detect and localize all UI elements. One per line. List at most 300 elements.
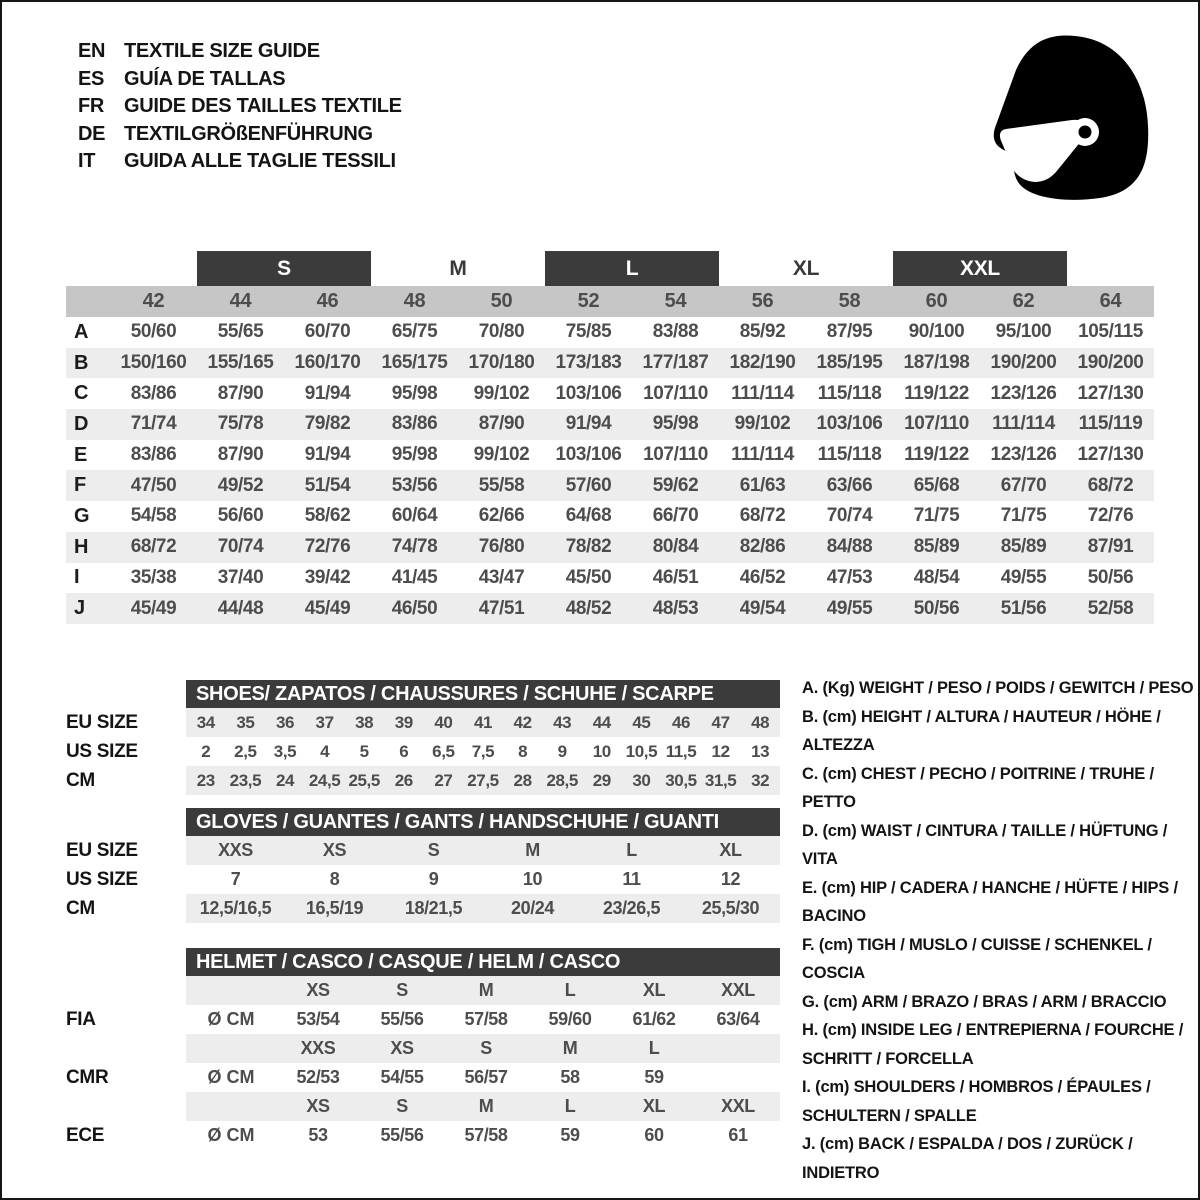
table-cell: 45 <box>632 712 651 732</box>
table-cell: 75/85 <box>565 321 612 343</box>
row-label <box>66 1092 186 1121</box>
table-cell: 150/160 <box>120 352 187 374</box>
table-cell: 70/80 <box>478 321 525 343</box>
row-label <box>66 976 186 1005</box>
table-cell: 30 <box>632 770 651 790</box>
table-cell: L <box>564 980 576 1000</box>
size-table-row <box>66 317 1154 348</box>
table-cell: 57/58 <box>464 1125 508 1145</box>
table-cell: 2,5 <box>234 741 257 761</box>
table-row <box>66 1063 780 1092</box>
table-cell: 45/49 <box>304 597 351 619</box>
table-cell: 111/114 <box>731 382 794 404</box>
row-letter: E <box>74 443 88 466</box>
table-cell: 45/49 <box>130 597 177 619</box>
shoes-title-bar: SHOES/ ZAPATOS / CHAUSSURES / SCHUHE / SCARPE <box>186 680 780 708</box>
table-cell: 177/187 <box>642 352 709 374</box>
table-cell: XS <box>306 980 330 1000</box>
table-cell: 2 <box>201 741 211 761</box>
language-code: EN <box>78 40 106 63</box>
table-cell: 160/170 <box>294 352 361 374</box>
legend-item: F. (cm) TIGH / MUSLO / CUISSE / SCHENKEL / COSCIA <box>802 935 1152 982</box>
legend-item: G. (cm) ARM / BRAZO / BRAS / ARM / BRACCIO <box>802 992 1167 1011</box>
table-cell: 173/183 <box>555 352 622 374</box>
row-cells <box>186 708 780 737</box>
table-cell: 44 <box>592 712 611 732</box>
row-cells <box>186 766 780 795</box>
row-letter: C <box>74 382 89 405</box>
size-column-header: 46 <box>316 290 339 312</box>
row-letter: I <box>74 566 80 589</box>
table-row <box>66 836 780 865</box>
table-cell: 46/50 <box>391 597 438 619</box>
table-cell: 57/58 <box>464 1009 508 1029</box>
table-cell: 80/84 <box>652 536 699 558</box>
table-cell: 37 <box>315 712 334 732</box>
table-cell: 46/52 <box>739 566 786 588</box>
row-cells <box>186 836 780 865</box>
size-column-header: 60 <box>925 290 948 312</box>
table-cell: 95/98 <box>652 413 699 435</box>
table-cell: 4 <box>320 741 330 761</box>
table-cell: 62/66 <box>478 505 525 527</box>
size-column-header: 64 <box>1099 290 1122 312</box>
gloves-title-bar: GLOVES / GUANTES / GANTS / HANDSCHUHE / GUANTI <box>186 808 780 836</box>
row-letter: F <box>74 474 87 497</box>
shoes-table <box>66 680 780 795</box>
table-cell: 10 <box>592 741 611 761</box>
table-cell: 119/122 <box>904 444 969 466</box>
language-code: ES <box>78 67 105 90</box>
size-table-row <box>66 532 1154 563</box>
table-cell: 51/54 <box>304 474 351 496</box>
table-cell: 87/90 <box>217 382 264 404</box>
table-cell: 7 <box>230 869 241 889</box>
table-cell: 85/92 <box>739 321 786 343</box>
table-cell: 25,5 <box>348 770 380 790</box>
size-group-header <box>66 251 1154 286</box>
table-cell: 28,5 <box>546 770 578 790</box>
table-cell: 61 <box>728 1125 748 1145</box>
table-cell: 99/102 <box>734 413 791 435</box>
table-row <box>66 1121 780 1150</box>
language-row <box>78 38 402 66</box>
table-cell: 84/88 <box>826 536 873 558</box>
helmet-title-bar: HELMET / CASCO / CASQUE / HELM / CASCO <box>186 948 780 976</box>
table-cell: 58 <box>560 1067 580 1087</box>
table-cell: 71/75 <box>913 505 960 527</box>
table-cell: 155/165 <box>207 352 274 374</box>
table-cell: 23 <box>196 770 215 790</box>
gloves-title-row <box>66 808 780 836</box>
table-cell: 44/48 <box>217 597 264 619</box>
table-cell: 53/56 <box>391 474 438 496</box>
table-cell: XS <box>322 840 347 860</box>
table-cell: 85/89 <box>1000 536 1047 558</box>
size-group-label: M <box>449 256 467 280</box>
language-code: FR <box>78 95 105 118</box>
language-row <box>78 121 402 149</box>
language-header <box>78 38 402 176</box>
table-cell: 58/62 <box>304 505 351 527</box>
table-cell: 52/53 <box>296 1067 340 1087</box>
table-cell: 91/94 <box>304 382 351 404</box>
table-row <box>66 894 780 923</box>
legend-item: A. (Kg) WEIGHT / PESO / POIDS / GEWITCH / PESO <box>802 679 1194 697</box>
table-cell: 61/62 <box>632 1009 676 1029</box>
page-title: GUIDE DES TAILLES TEXTILE <box>124 95 402 118</box>
row-cells <box>186 1005 780 1034</box>
table-cell: 78/82 <box>565 536 612 558</box>
table-cell: 30,5 <box>665 770 697 790</box>
row-letter: J <box>74 597 86 620</box>
table-cell: 83/88 <box>652 321 699 343</box>
table-cell: 12 <box>711 741 730 761</box>
size-table-row <box>66 440 1154 471</box>
table-row <box>66 1034 780 1063</box>
table-cell: 83/86 <box>130 444 177 466</box>
language-code: DE <box>78 122 106 145</box>
table-cell: 11,5 <box>665 741 697 761</box>
size-table-row <box>66 348 1154 379</box>
table-cell: 63/64 <box>716 1009 760 1029</box>
row-letter: H <box>74 535 89 558</box>
table-cell: 68/72 <box>1087 474 1134 496</box>
row-label: US SIZE <box>66 740 138 762</box>
table-cell: 83/86 <box>130 382 177 404</box>
table-cell: 90/100 <box>908 321 965 343</box>
legend-item: D. (cm) WAIST / CINTURA / TAILLE / HÜFTUNG / VITA <box>802 821 1168 868</box>
table-row <box>66 976 780 1005</box>
table-cell: 119/122 <box>904 382 969 404</box>
table-cell: 51/56 <box>1000 597 1047 619</box>
table-cell: 105/115 <box>1078 321 1143 343</box>
table-cell: 91/94 <box>565 413 612 435</box>
row-label: CM <box>66 769 95 791</box>
row-label: ECE <box>66 1124 105 1146</box>
table-cell: 95/98 <box>391 444 438 466</box>
table-cell: 24 <box>275 770 295 790</box>
table-row <box>66 708 780 737</box>
table-cell: 9 <box>428 869 439 889</box>
table-cell: 56/57 <box>464 1067 508 1087</box>
table-cell: L <box>648 1038 660 1058</box>
page-title: GUÍA DE TALLAS <box>124 67 286 90</box>
table-cell: 57/60 <box>565 474 612 496</box>
table-cell: 12,5/16,5 <box>199 898 272 918</box>
row-letter: A <box>74 320 89 343</box>
row-label: EU SIZE <box>66 839 138 861</box>
size-column-header: 56 <box>751 290 774 312</box>
legend-item: I. (cm) SHOULDERS / HOMBROS / ÉPAULES / SCHULTERN / SPALLE <box>802 1078 1151 1125</box>
row-letter: B <box>74 351 89 374</box>
table-cell: 60/70 <box>304 321 351 343</box>
table-cell: 60/64 <box>391 505 438 527</box>
table-cell: 68/72 <box>739 505 786 527</box>
table-cell: M <box>562 1038 578 1058</box>
row-cells <box>186 976 780 1005</box>
table-cell: 31,5 <box>704 770 737 790</box>
table-cell: 56/60 <box>217 505 264 527</box>
size-column-header: 44 <box>229 290 252 312</box>
measurement-legend <box>802 674 1200 1187</box>
table-cell: 47/50 <box>130 474 177 496</box>
table-cell: 47/51 <box>478 597 525 619</box>
size-column-header: 58 <box>838 290 861 312</box>
table-row <box>66 865 780 894</box>
table-cell: 107/110 <box>904 413 969 435</box>
table-cell: M <box>478 1096 494 1116</box>
table-cell: 107/110 <box>643 382 708 404</box>
unit-label: Ø CM <box>207 1125 255 1145</box>
size-group-label: XL <box>792 256 820 280</box>
table-cell: 87/90 <box>217 444 264 466</box>
table-cell: 50/56 <box>1087 566 1134 588</box>
table-cell: 59/62 <box>652 474 699 496</box>
table-cell: 29 <box>592 770 611 790</box>
table-cell: 7,5 <box>471 741 495 761</box>
size-table-row <box>66 409 1154 440</box>
table-cell: 3,5 <box>273 741 297 761</box>
table-cell: 50/56 <box>913 597 960 619</box>
table-cell: S <box>427 840 440 860</box>
table-cell: 49/54 <box>739 597 786 619</box>
row-label: US SIZE <box>66 868 138 890</box>
table-cell: 12 <box>720 869 741 889</box>
table-cell: 72/76 <box>1087 505 1134 527</box>
table-cell: 20/24 <box>510 898 555 918</box>
table-cell: 170/180 <box>468 352 535 374</box>
table-cell: 26 <box>394 770 413 790</box>
size-table-body <box>66 317 1154 624</box>
table-cell: 35 <box>236 712 255 732</box>
size-table-row <box>66 501 1154 532</box>
table-cell: 99/102 <box>473 444 530 466</box>
language-row <box>78 148 402 176</box>
table-cell: 32 <box>751 770 770 790</box>
legend-item: J. (cm) BACK / ESPALDA / DOS / ZURÜCK / INDIETRO <box>802 1135 1133 1182</box>
table-cell: 54/55 <box>380 1067 424 1087</box>
table-cell: XXL <box>721 980 755 1000</box>
table-cell: XXS <box>300 1038 336 1058</box>
helmet-title-row <box>66 948 780 976</box>
table-cell: 43/47 <box>478 566 525 588</box>
table-cell: 41/45 <box>391 566 438 588</box>
table-cell: 48/53 <box>652 597 699 619</box>
table-cell: 72/76 <box>304 536 351 558</box>
table-cell: XS <box>306 1096 330 1116</box>
table-cell: 190/200 <box>990 352 1057 374</box>
table-cell: L <box>626 840 637 860</box>
table-cell: 82/86 <box>739 536 786 558</box>
table-cell: 41 <box>473 712 493 732</box>
table-cell: 48/54 <box>913 566 960 588</box>
page-title: TEXTILE SIZE GUIDE <box>124 40 320 63</box>
table-cell: 40 <box>434 712 453 732</box>
table-cell: 27 <box>434 770 453 790</box>
table-cell: 9 <box>557 741 567 761</box>
table-cell: 55/56 <box>380 1125 424 1145</box>
table-cell: XXL <box>721 1096 755 1116</box>
size-group-label: S <box>197 251 371 286</box>
table-cell: 54/58 <box>130 505 177 527</box>
size-table-row <box>66 593 1154 624</box>
spacer <box>186 976 276 1005</box>
table-cell: 49/52 <box>217 474 264 496</box>
table-cell: 185/195 <box>816 352 883 374</box>
table-cell: 39/42 <box>304 566 351 588</box>
table-cell: 111/114 <box>731 444 794 466</box>
row-cells <box>186 1034 780 1063</box>
table-cell: 37/40 <box>217 566 264 588</box>
spacer <box>186 1034 276 1063</box>
table-cell: 165/175 <box>381 352 448 374</box>
table-cell: 64/68 <box>565 505 612 527</box>
table-cell: 71/74 <box>130 413 177 435</box>
unit-label: Ø CM <box>207 1009 255 1029</box>
table-cell: S <box>396 1096 408 1116</box>
table-cell: 107/110 <box>643 444 708 466</box>
table-cell: 23/26,5 <box>602 898 661 918</box>
table-cell: 87/95 <box>826 321 873 343</box>
textile-size-table <box>66 251 1154 624</box>
table-cell: 55/65 <box>217 321 264 343</box>
table-cell: 47 <box>711 712 730 732</box>
unit-label: Ø CM <box>207 1067 255 1087</box>
table-cell: 103/106 <box>555 444 622 466</box>
table-cell: 87/91 <box>1087 536 1134 558</box>
table-cell: 74/78 <box>391 536 438 558</box>
table-cell: 59/60 <box>548 1009 592 1029</box>
row-cells <box>186 865 780 894</box>
table-cell: 48/52 <box>565 597 612 619</box>
legend-item: B. (cm) HEIGHT / ALTURA / HAUTEUR / HÖHE / ALTEZZA <box>802 707 1161 754</box>
spacer <box>186 1092 276 1121</box>
table-cell: 46/51 <box>652 566 699 588</box>
row-cells <box>186 1063 780 1092</box>
size-number-band <box>66 286 1154 317</box>
table-cell: 115/119 <box>1078 413 1143 435</box>
table-cell: 18/21,5 <box>404 898 463 918</box>
table-cell: 103/106 <box>555 382 622 404</box>
table-cell: 16,5/19 <box>305 898 364 918</box>
table-cell: XS <box>390 1038 414 1058</box>
row-label: CMR <box>66 1066 109 1088</box>
table-cell: 27,5 <box>467 770 499 790</box>
table-cell: S <box>480 1038 492 1058</box>
table-row <box>66 737 780 766</box>
table-cell: 115/118 <box>817 382 882 404</box>
table-cell: 25,5/30 <box>701 898 760 918</box>
table-cell: 49/55 <box>826 597 873 619</box>
row-letter: G <box>74 504 90 527</box>
helmet-table <box>66 948 780 1150</box>
table-cell: M <box>525 840 540 860</box>
row-label: FIA <box>66 1008 96 1030</box>
table-cell: 55/56 <box>380 1009 424 1029</box>
table-cell: S <box>396 980 408 1000</box>
table-cell: 87/90 <box>478 413 525 435</box>
table-cell: 68/72 <box>130 536 177 558</box>
table-cell: 127/130 <box>1077 382 1144 404</box>
table-cell: 115/118 <box>817 444 882 466</box>
table-cell: 70/74 <box>217 536 264 558</box>
table-cell: 36 <box>275 712 295 732</box>
table-cell: 53 <box>308 1125 328 1145</box>
row-cells <box>186 737 780 766</box>
table-cell: 42 <box>513 712 532 732</box>
row-cells <box>186 1121 780 1150</box>
table-cell: XXS <box>218 840 253 860</box>
table-cell: 95/98 <box>391 382 438 404</box>
table-cell: 47/53 <box>826 566 873 588</box>
table-cell: 48 <box>751 712 770 732</box>
table-cell: 11 <box>622 869 641 889</box>
table-cell: 123/126 <box>990 444 1057 466</box>
table-cell: XL <box>642 1096 666 1116</box>
table-cell: 66/70 <box>652 505 699 527</box>
table-cell: 10 <box>522 869 543 889</box>
table-cell: 79/82 <box>304 413 351 435</box>
table-cell: 13 <box>751 741 770 761</box>
table-cell: 53/54 <box>296 1009 340 1029</box>
table-cell: 187/198 <box>903 352 970 374</box>
page-title: GUIDA ALLE TAGLIE TESSILI <box>124 150 396 173</box>
size-table-row <box>66 470 1154 501</box>
table-cell: 61/63 <box>739 474 786 496</box>
table-cell: 28 <box>513 770 532 790</box>
legend-item: C. (cm) CHEST / PECHO / POITRINE / TRUHE / PETTO <box>802 764 1154 811</box>
size-group-label: XXL <box>893 251 1067 286</box>
table-cell: 127/130 <box>1077 444 1144 466</box>
row-label <box>66 1034 186 1063</box>
table-cell: 59 <box>644 1067 664 1087</box>
table-cell: 45/50 <box>565 566 612 588</box>
size-column-header: 48 <box>403 290 426 312</box>
size-column-header: 42 <box>142 290 165 312</box>
table-cell: 52/58 <box>1087 597 1134 619</box>
table-cell: L <box>564 1096 576 1116</box>
size-column-header: 54 <box>664 290 687 312</box>
table-cell: 71/75 <box>1000 505 1047 527</box>
table-cell: 50/60 <box>130 321 177 343</box>
row-cells <box>186 894 780 923</box>
table-cell: 111/114 <box>992 413 1055 435</box>
language-row <box>78 66 402 94</box>
gloves-table <box>66 808 780 923</box>
table-cell: 59 <box>560 1125 580 1145</box>
language-code: IT <box>78 150 96 173</box>
table-cell: 70/74 <box>826 505 873 527</box>
table-cell: 6 <box>399 741 409 761</box>
table-cell: XL <box>719 840 742 860</box>
page-title: TEXTILGRÖßENFÜHRUNG <box>124 122 373 145</box>
row-label: EU SIZE <box>66 711 138 733</box>
table-cell: 65/68 <box>913 474 960 496</box>
size-table-row <box>66 378 1154 409</box>
table-cell: 5 <box>359 741 369 761</box>
table-cell: 8 <box>518 741 528 761</box>
legend-item: E. (cm) HIP / CADERA / HANCHE / HÜFTE / HIPS / BACINO <box>802 878 1178 925</box>
table-cell: 24,5 <box>308 770 341 790</box>
table-cell: 55/58 <box>478 474 525 496</box>
table-row <box>66 1005 780 1034</box>
table-cell: 65/75 <box>391 321 438 343</box>
table-cell: 63/66 <box>826 474 873 496</box>
table-cell: 38 <box>355 712 374 732</box>
table-cell: 43 <box>553 712 572 732</box>
table-cell: 95/100 <box>995 321 1052 343</box>
